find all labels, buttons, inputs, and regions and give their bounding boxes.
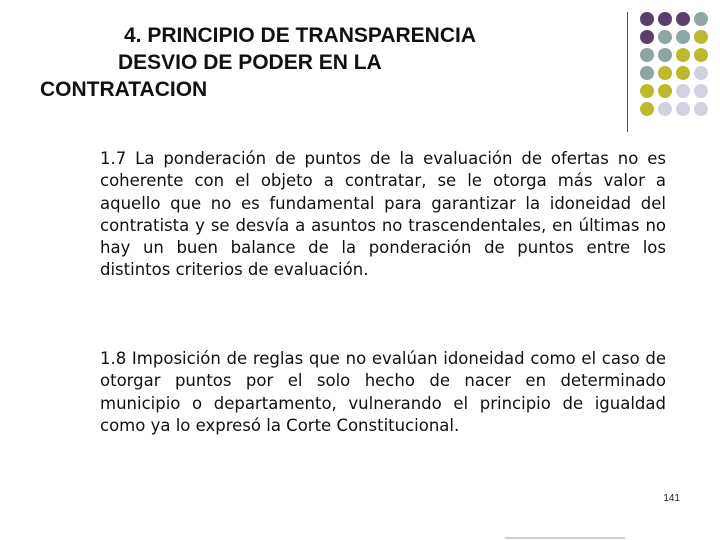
paragraph-1-7: 1.7 La ponderación de puntos de la evaluación de ofertas no es coherente con el objeto a contratar, se le otorga más valor a aquello que no es fundamental para garantizar la idoneidad del contratista y se desvía a asuntos no trascendentales, en últimas no hay un buen balance de la ponderación de puntos entre los distintos criterios de evaluación. xyxy=(100,149,666,280)
paragraph-1-8: 1.8 Imposición de reglas que no evalúan idoneidad como el caso de otorgar puntos por el solo hecho de nacer en determinado municipio o departamento, vulnerando el principio de igualdad como ya lo expresó la Corte Constitucional. xyxy=(100,349,666,435)
decorative-dot xyxy=(676,102,690,116)
decorative-dot xyxy=(676,30,690,44)
decorative-dot xyxy=(676,66,690,80)
title-line-3: CONTRATACION xyxy=(40,78,208,101)
title-line-2: DESVIO DE PODER EN LA xyxy=(118,51,382,74)
decorative-dot xyxy=(694,30,708,44)
footer-fragment xyxy=(505,535,645,540)
decorative-dot xyxy=(640,12,654,26)
title-line-1: 4. PRINCIPIO DE TRANSPARENCIA xyxy=(124,24,476,47)
decorative-dot xyxy=(694,12,708,26)
decorative-dot xyxy=(676,12,690,26)
decorative-divider xyxy=(627,12,628,132)
decorative-dot xyxy=(694,102,708,116)
decorative-dot xyxy=(694,66,708,80)
decorative-dot xyxy=(658,102,672,116)
decorative-dot xyxy=(676,84,690,98)
slide-title xyxy=(40,22,600,103)
decorative-dot-grid xyxy=(640,12,720,122)
decorative-dot xyxy=(640,48,654,62)
decorative-dot xyxy=(676,48,690,62)
decorative-dot xyxy=(640,30,654,44)
decorative-dot xyxy=(658,12,672,26)
decorative-dot xyxy=(694,84,708,98)
decorative-dot xyxy=(658,30,672,44)
decorative-dot xyxy=(694,48,708,62)
decorative-dot xyxy=(640,102,654,116)
decorative-dot xyxy=(658,84,672,98)
decorative-dot xyxy=(640,84,654,98)
decorative-dot xyxy=(658,48,672,62)
decorative-dot xyxy=(658,66,672,80)
page-number: 141 xyxy=(663,493,680,504)
decorative-dot xyxy=(640,66,654,80)
